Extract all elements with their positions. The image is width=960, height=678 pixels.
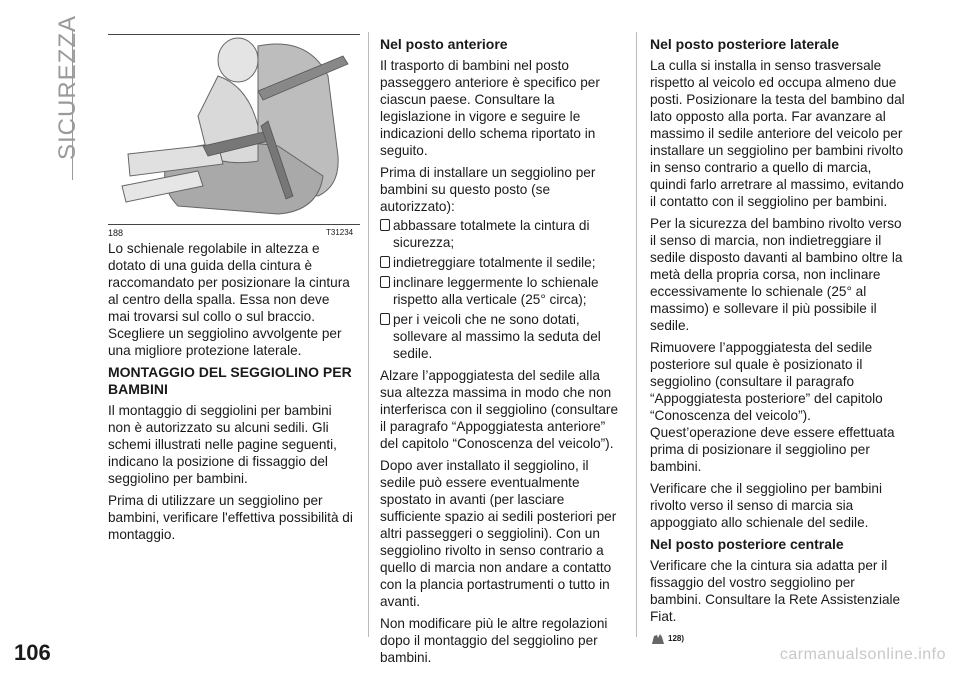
list-item (380, 254, 625, 271)
figure-number: 188 (108, 228, 124, 238)
paragraph: Verificare che la cintura sia adatta per il fissaggio del vostro seggiolino per bambini. Consultare la Rete Assistenziale Fiat. (650, 558, 901, 624)
list-item-text: inclinare leggermente lo schienale rispetto alla verticale (25° circa); (393, 275, 599, 307)
column-2 (380, 32, 625, 671)
hand-warning-icon (650, 632, 666, 646)
column-3 (650, 32, 905, 647)
paragraph: Per la sicurezza del bambino rivolto verso il senso di marcia, non indietreggiare il sedile disposto davanti al bambino oltre la metà della propria corsa, non inclinare eccessivamente lo schienale (25° al massimo) e sollevare il più possibile il sedile. (650, 216, 903, 333)
list-item (380, 274, 625, 308)
paragraph: Alzare l’appoggiatesta del sedile alla sua altezza massima in modo che non interferisca con il seggiolino (consultare il paragrafo “Appoggiatesta anteriore” del capitolo “Conoscenza del veicolo”). (380, 368, 619, 451)
paragraph: Verificare che il seggiolino per bambini rivolto verso il senso di marcia sia appoggiato allo schienale del sedile. (650, 481, 882, 530)
paragraph: Il trasporto di bambini nel posto passeggero anteriore è specifico per ciascun paese. Consultare la legislazione in vigore e seguire le indicazioni dello schema riportato in seguito. (380, 58, 600, 158)
page-number: 106 (14, 640, 51, 665)
column-1 (108, 240, 353, 548)
warning-reference (650, 630, 905, 647)
paragraph: La culla si installa in senso trasversale rispetto al veicolo ed occupa almeno due posti. Posizionare la testa del bambino dal lato opposto alla porta. Far avanzare al massimo il sedile anteriore del veicolo per installare un seggiolino per bambini rivolto in senso contrario a quello di marcia, quindi farlo arretrare al massimo, evitando il contatto con il seggiolino per bambini. (650, 58, 905, 209)
column-divider (368, 32, 369, 637)
paragraph: Prima di utilizzare un seggiolino per bambini, verificare l'effettiva possibilità di montaggio. (108, 493, 353, 542)
paragraph: Il montaggio di seggiolini per bambini non è autorizzato su alcuni sedili. Gli schemi illustrati nelle pagine seguenti, indicano la posizione di fissaggio del seggiolino per bambini. (108, 403, 337, 486)
list-item-text: indietreggiare totalmente il sedile; (393, 255, 596, 270)
checkbox-bullet-icon (380, 313, 390, 325)
section-heading: Nel posto anteriore (380, 36, 508, 52)
paragraph: Dopo aver installato il seggiolino, il sedile può essere eventualmente spostato in avanti (per lasciare sufficiente spazio ai sedili posteriori per altri passeggeri o seggiolini). Con un seggiolino rivolto in senso contrario a quello di marcia non andare a contatto con la plancia portastrumenti o tutto in avanti. (380, 458, 617, 609)
figure-code: T31234 (326, 228, 354, 237)
list-item-text: abbassare totalmete la cintura di sicurezza; (393, 218, 590, 250)
checkbox-bullet-icon (380, 276, 390, 288)
figure-top-rule (108, 34, 360, 35)
paragraph: Prima di installare un seggiolino per bambini su questo posto (se autorizzato): (380, 165, 596, 214)
section-heading: MONTAGGIO DEL SEGGIOLINO PER BAMBINI (108, 364, 352, 397)
figure-bottom-rule (108, 224, 360, 225)
warning-ref-number: 128) (668, 634, 685, 643)
section-heading: Nel posto posteriore centrale (650, 536, 844, 552)
list-item (380, 217, 625, 251)
child-seat-illustration (108, 34, 360, 212)
list-item (380, 311, 625, 362)
section-title: SICUREZZA (54, 14, 81, 160)
checkbox-bullet-icon (380, 219, 390, 231)
list-item-text: per i veicoli che ne sono dotati, sollevare al massimo la seduta del sedile. (393, 312, 601, 361)
column-divider (636, 32, 637, 637)
checkbox-bullet-icon (380, 256, 390, 268)
section-heading: Nel posto posteriore laterale (650, 36, 840, 52)
child-in-seat-image (108, 36, 360, 222)
paragraph: Non modificare più le altre regolazioni dopo il montaggio del seggiolino per bambini. (380, 616, 608, 665)
paragraph: Rimuovere l’appoggiatesta del sedile posteriore sul quale è posizionato il seggiolino (consultare il paragrafo “Appoggiatesta posteriore” del capitolo “Conoscenza del veicolo”). Quest’operazione deve essere effettuata prima di posizionare il seggiolino per bambini. (650, 340, 895, 474)
watermark: carmanualsonline.info (779, 646, 946, 663)
paragraph: Lo schienale regolabile in altezza e dotato di una guida della cintura è raccomandato per posizionare la cintura al centro della spalla. Essa non deve mai trovarsi sul collo o sul braccio. Scegliere un seggiolino avvolgente per una migliore protezione laterale. (108, 241, 350, 358)
